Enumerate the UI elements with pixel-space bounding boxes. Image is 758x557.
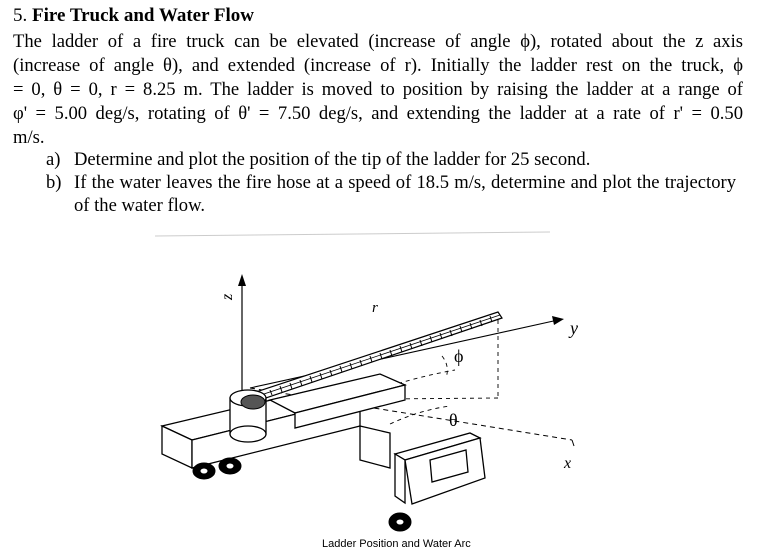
z-axis [238, 274, 246, 398]
statement-line: m/s. [13, 127, 45, 148]
item-text: Determine and plot the position of the tip of the ladder for 25 second. [74, 149, 591, 170]
scan-line [155, 232, 550, 236]
list-item [46, 171, 736, 217]
statement-line: (increase of angle θ), and extended (increase of r). Initially the ladder rest on the truck, ϕ [13, 55, 743, 76]
theta-label: θ [449, 410, 458, 430]
phi-label: ϕ [454, 346, 464, 366]
y-axis [250, 316, 564, 388]
item-text: If the water leaves the fire hose at a speed of 18.5 m/s, determine and plot the trajectory of the water flow. [74, 172, 736, 216]
problem-title [13, 5, 254, 27]
problem-statement [13, 30, 743, 150]
turret [230, 390, 266, 442]
list-item [46, 148, 736, 171]
problem-title-text: Fire Truck and Water Flow [32, 5, 255, 26]
statement-line: φ' = 5.00 deg/s, rotating of θ' = 7.50 deg/s, and extending the ladder at a rate of r' = 0.50 [13, 103, 743, 124]
statement-line: The ladder of a fire truck can be elevated (increase of angle ϕ), rotated about the z axis [13, 31, 743, 52]
x-label: x [564, 455, 572, 472]
y-label: y [570, 318, 578, 338]
problem-number: 5. [13, 5, 28, 26]
r-label: r [372, 300, 378, 316]
fire-truck-figure [150, 228, 610, 538]
z-label: z [219, 293, 236, 300]
figure-caption: Ladder Position and Water Arc [322, 538, 471, 550]
statement-line: = 0, θ = 0, r = 8.25 m. The ladder is moved to position by raising the ladder at a range of [13, 79, 743, 100]
wheels [193, 458, 411, 531]
item-mark: a) [46, 149, 61, 170]
item-mark: b) [46, 172, 62, 193]
parts-list [46, 148, 736, 217]
truck-body [162, 374, 485, 504]
